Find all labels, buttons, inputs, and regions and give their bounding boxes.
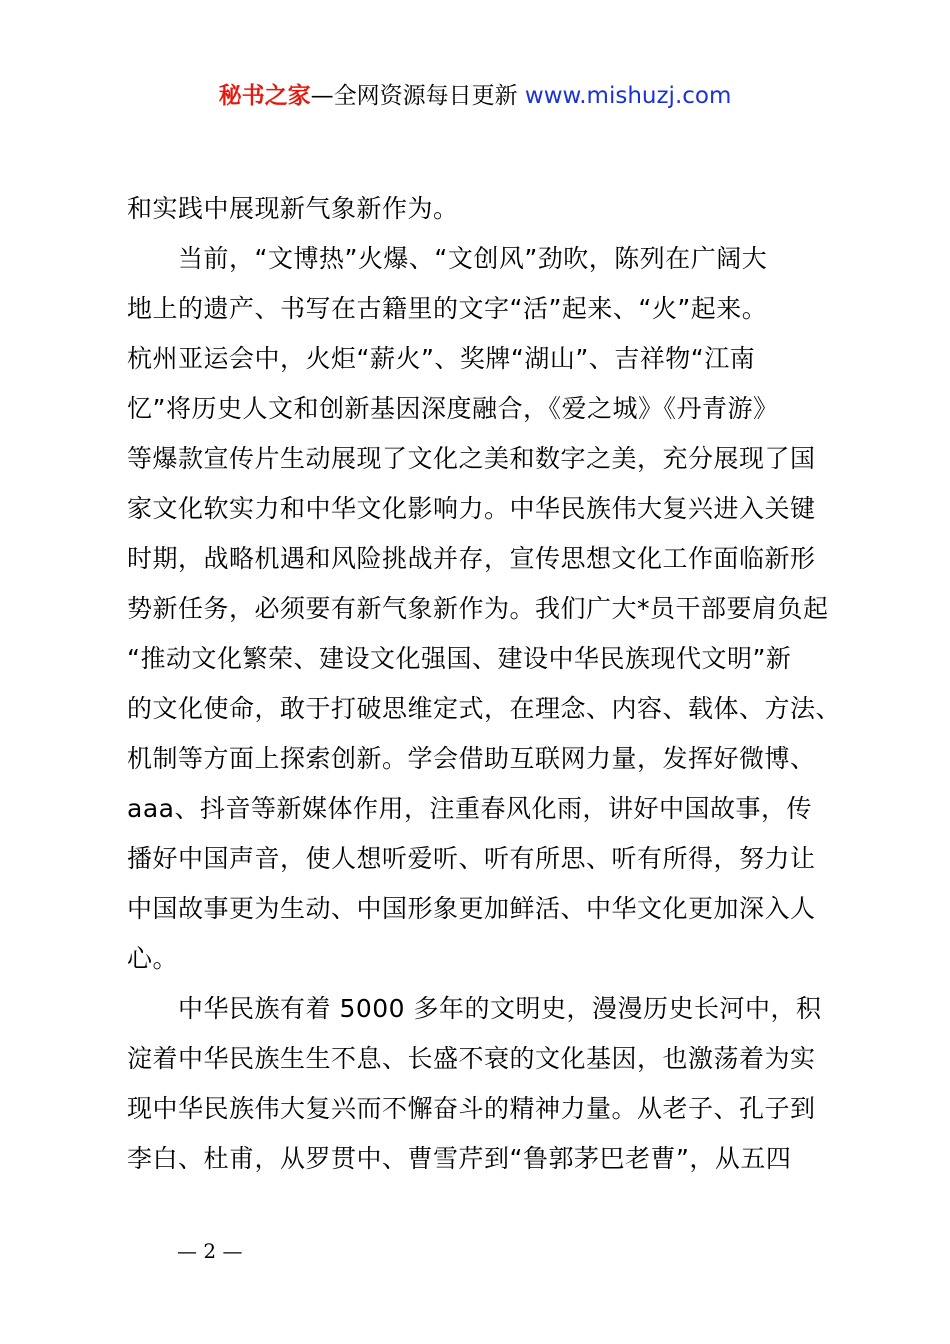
text-line: 地上的遗产、书写在古籍里的文字“活”起来、“火”起来。 — [127, 294, 768, 323]
text-line: 和实践中展现新气象新作为。 — [127, 194, 459, 223]
text-line: 现中华民族伟大复兴而不懈奋斗的精神力量。从老子、孔子到 — [127, 1094, 816, 1123]
text-line: 势新任务，必须要有新气象新作为。我们广大*员干部要肩负起 — [127, 594, 829, 623]
text-line: 淀着中华民族生生不息、长盛不衰的文化基因，也激荡着为实 — [127, 1044, 816, 1073]
paragraph-start-line: 中华民族有着 5000 多年的文明史，漫漫历史长河中，积 — [178, 994, 822, 1023]
page-header — [0, 80, 950, 112]
text-line: 杭州亚运会中，火炬“薪火”、奖牌“湖山”、吉祥物“江南 — [127, 344, 756, 373]
paragraph-start-line: 当前，“文博热”火爆、“文创风”劲吹，陈列在广阔大 — [178, 244, 768, 273]
text-line: “推动文化繁荣、建设文化强国、建设中华民族现代文明”新 — [127, 644, 792, 673]
text-line: 忆”将历史人文和创新基因深度融合，《爱之城》《丹青游》 — [127, 394, 779, 423]
text-line: 家文化软实力和中华文化影响力。中华民族伟大复兴进入关键 — [127, 494, 816, 523]
text-line: 时期，战略机遇和风险挑战并存，宣传思想文化工作面临新形 — [127, 544, 816, 573]
document-body — [127, 184, 842, 1184]
text-line: 心。 — [127, 944, 179, 973]
text-line: 播好中国声音，使人想听爱听、听有所思、听有所得，努力让 — [127, 844, 816, 873]
brand-name: 秘书之家 — [218, 83, 311, 109]
text-line: 李白、杜甫，从罗贯中、曹雪芹到“鲁郭茅巴老曹”，从五四 — [127, 1144, 792, 1173]
text-line: aaa、抖音等新媒体作用，注重春风化雨，讲好中国故事，传 — [127, 794, 812, 823]
text-line: 的文化使命，敢于打破思维定式，在理念、内容、载体、方法、 — [127, 694, 842, 723]
page-number: — 2 — — [177, 1239, 243, 1263]
text-line: 等爆款宣传片生动展现了文化之美和数字之美，充分展现了国 — [127, 444, 816, 473]
site-url-link[interactable]: www.mishuzj.com — [524, 83, 732, 109]
header-tagline: —全网资源每日更新 — [310, 83, 525, 109]
text-line: 中国故事更为生动、中国形象更加鲜活、中华文化更加深入人 — [127, 894, 816, 923]
text-line: 机制等方面上探索创新。学会借助互联网力量，发挥好微博、 — [127, 744, 816, 773]
